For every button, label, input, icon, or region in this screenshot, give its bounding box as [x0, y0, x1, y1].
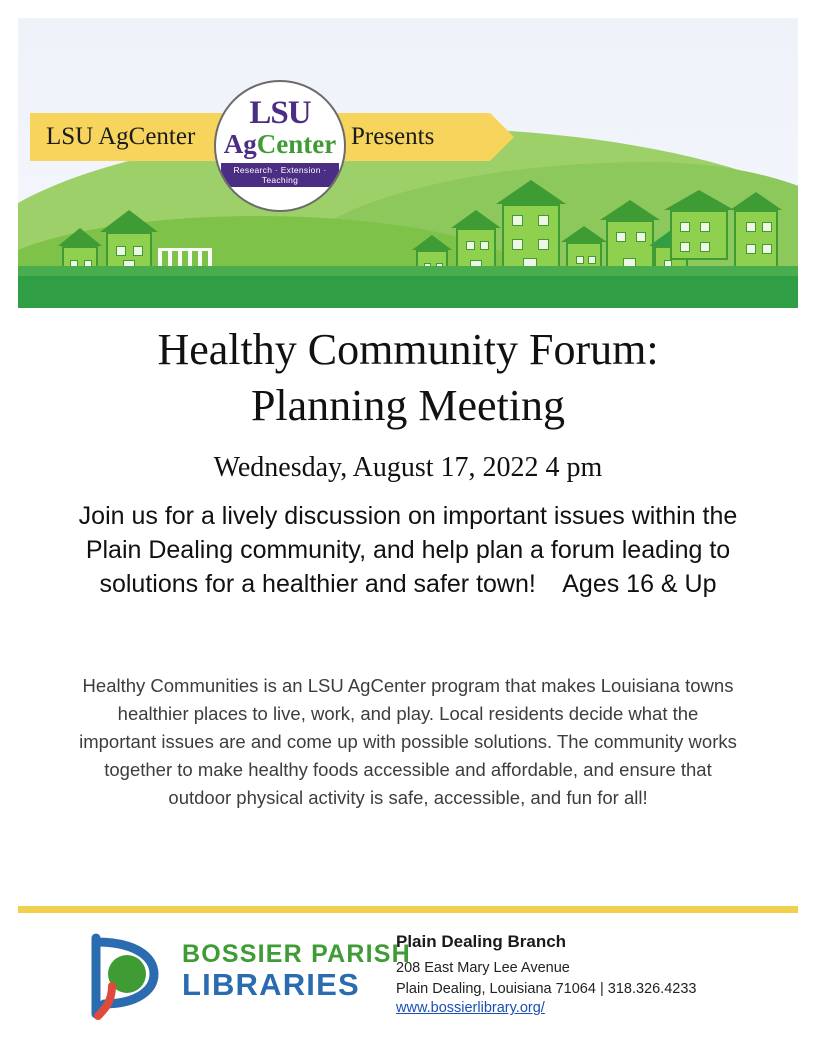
branch-name: Plain Dealing Branch — [396, 932, 567, 951]
event-datetime: Wednesday, August 17, 2022 4 pm — [213, 452, 603, 483]
branch-address-line-2: Plain Dealing, Louisiana 71064 | 318.326.4233 — [396, 980, 697, 997]
footer-divider — [18, 906, 798, 913]
logo-agcenter-text: AgCenter — [223, 129, 337, 159]
title-line-2: Planning Meeting — [250, 381, 566, 431]
pitch-text: Join us for a lively discussion on important issues within the Plain Dealing community, and help plan a forum leading to solutions for a healthier and safer town! — [78, 502, 738, 598]
lsu-agcenter-logo — [214, 80, 346, 212]
bossier-parish-libraries-logo — [82, 930, 172, 1022]
hero-banner — [18, 18, 798, 308]
ages-note: Ages 16 & Up — [535, 569, 717, 598]
event-pitch — [62, 500, 754, 601]
ribbon-label-lsu-agcenter: LSU AgCenter — [46, 123, 196, 150]
title-line-1: Healthy Community Forum: — [157, 325, 659, 374]
ground-dark — [18, 276, 798, 308]
wordmark-line-1: BOSSIER PARISH — [182, 940, 411, 968]
program-description: Healthy Communities is an LSU AgCenter program that makes Louisiana towns healthier places to live, work, and play. Local residents decide what the important issues are and come up with possible solutions. The community works together to make healthy foods accessible and affordable, and ensure that outdoor physical activity is safe, accessible, and fun for all! — [79, 675, 737, 809]
logo-tagline: Research · Extension · Teaching — [221, 163, 339, 187]
logo-lsu-text: LSU — [249, 95, 311, 131]
branch-address-line-1: 208 East Mary Lee Avenue — [396, 960, 570, 976]
bpl-logo-mark — [82, 930, 172, 1022]
bossier-parish-libraries-wordmark — [182, 940, 411, 1003]
page-title — [40, 322, 776, 435]
branch-info — [396, 932, 756, 1017]
wordmark-line-2: LIBRARIES — [182, 967, 360, 1002]
ribbon-label-presents: Presents — [351, 123, 435, 150]
library-website-link[interactable]: www.bossierlibrary.org/ — [396, 1000, 545, 1017]
